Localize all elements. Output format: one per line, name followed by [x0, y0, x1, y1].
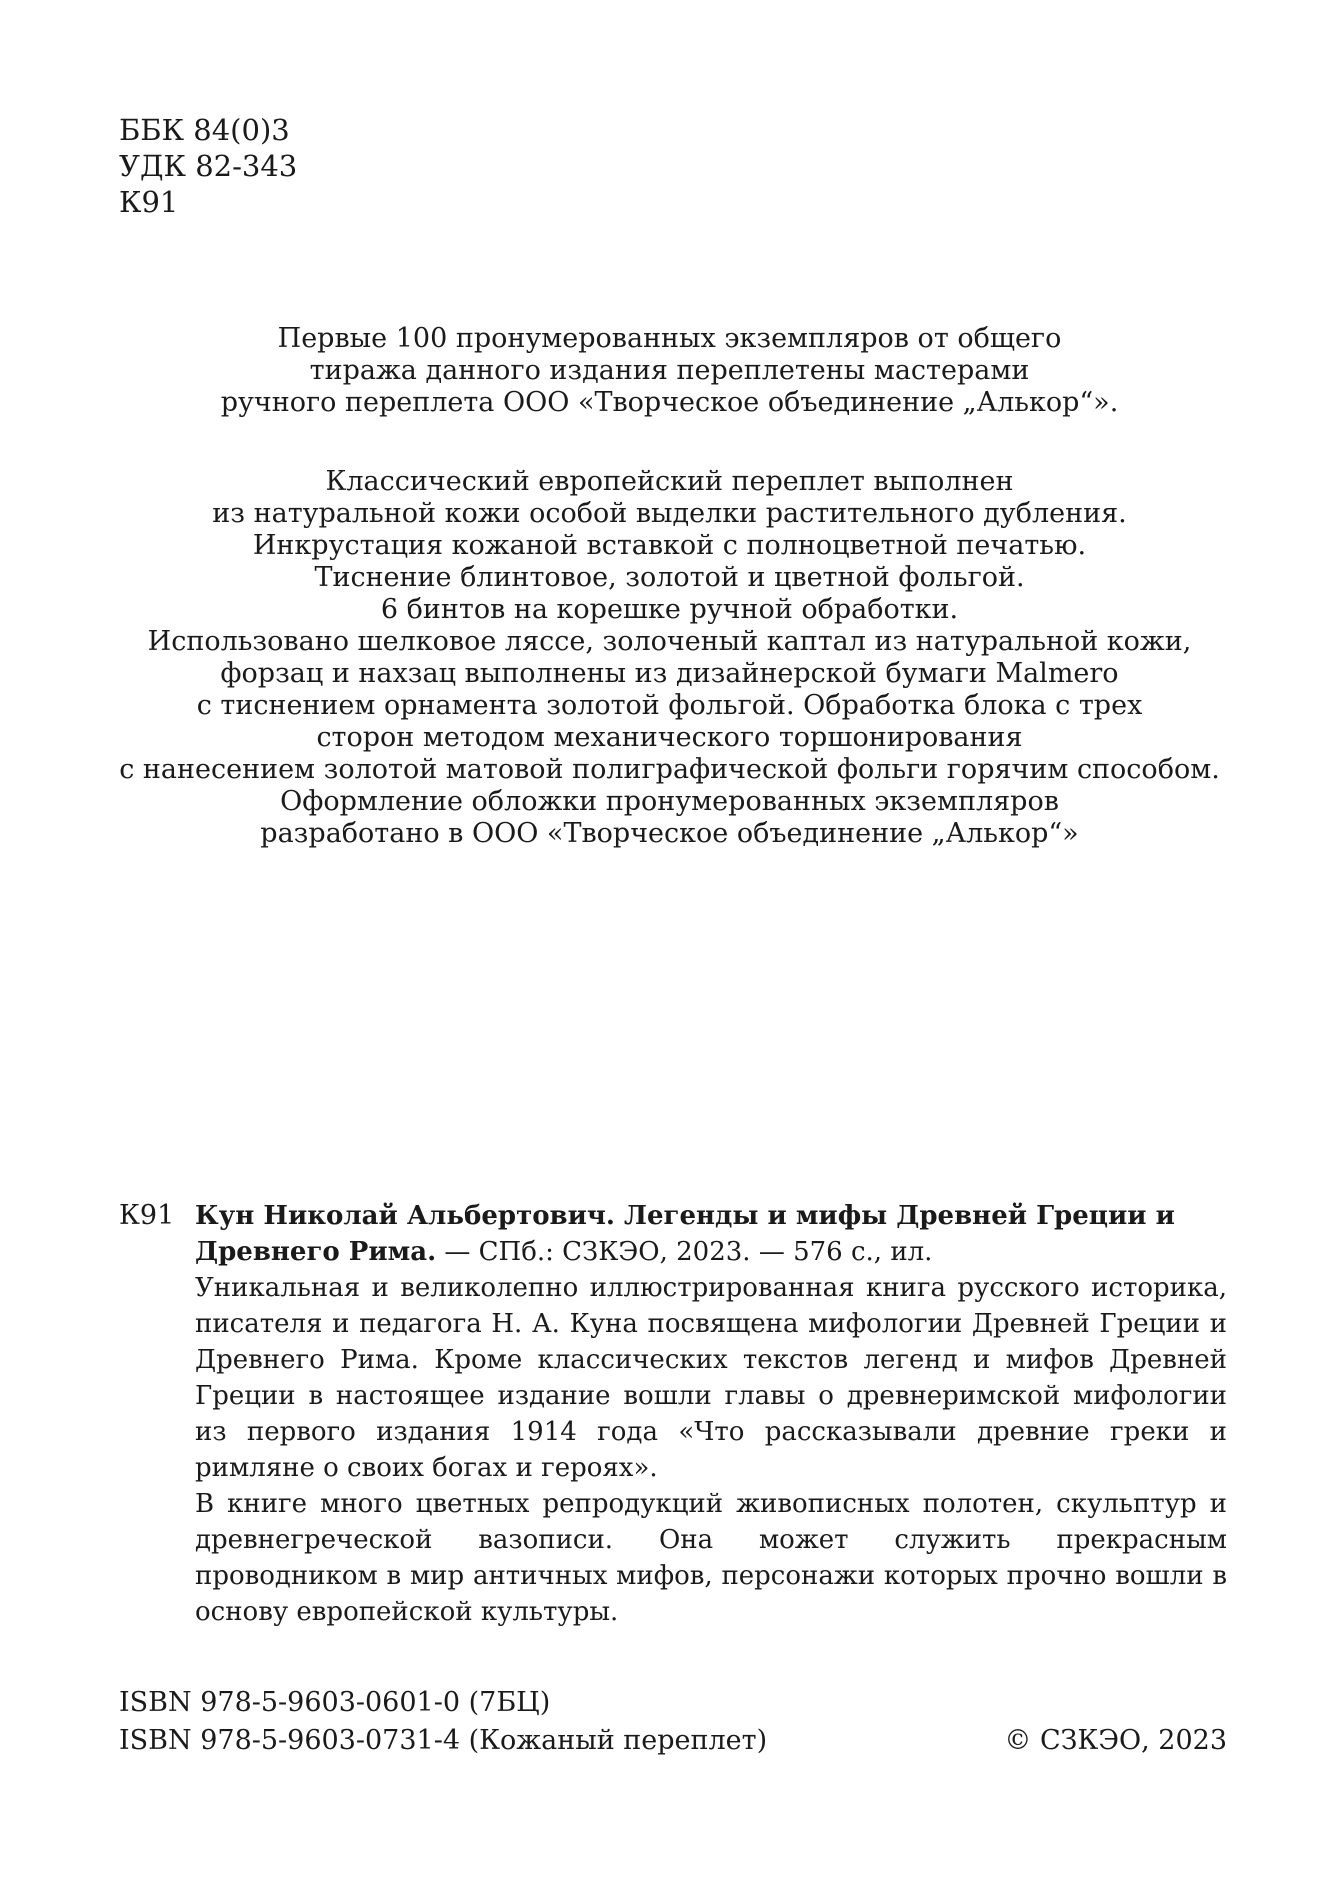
biblio-body: [195, 1198, 1227, 1630]
binding-line: Использовано шелковое ляссе, золоченый каптал из натуральной кожи,: [147, 626, 1192, 657]
binding-line: с тиснением орнамента золотой фольгой. Обработка блока с трех: [196, 690, 1143, 721]
author-mark: К91: [119, 185, 179, 219]
binding-line: 6 бинтов на корешке ручной обработки.: [380, 594, 959, 625]
notice-line: тиража данного издания переплетены мастерами: [309, 355, 1030, 386]
binding-line: форзац и нахзац выполнены из дизайнерской бумаги Malmero: [220, 658, 1119, 689]
binding-line: из натуральной кожи особой выделки растительного дубления.: [212, 498, 1127, 529]
isbn-leather: ISBN 978-5-9603-0731-4 (Кожаный переплет): [119, 1725, 768, 1756]
binding-line: с нанесением золотой матовой полиграфической фольги горячим способом.: [119, 754, 1220, 785]
imprint: — СПб.: СЗКЭО, 2023. — 576 с., ил.: [436, 1237, 933, 1267]
annotation-paragraph-1: Уникальная и великолепно иллюстрированная книга русского историка, писателя и педагога Н. А. Куна посвящена мифологии Древней Греции и Древнего Рима. Кроме классических текстов легенд и мифов Древней Греции в настоящее издание вошли главы о древнеримской мифологии из первого издания 1914 года «Что рассказывали древние греки и римляне о своих богах и героях».: [195, 1273, 1227, 1483]
annotation-paragraph-2: В книге много цветных репродукций живописных полотен, скульптур и древнегреческой вазописи. Она может служить прекрасным проводником в мир античных мифов, персонажи которых прочно вошли в основу европейской культуры.: [195, 1489, 1227, 1627]
author-title: Кун Николай Альбертович. Легенды и мифы Древней Греции и Древнего Рима.: [195, 1201, 1175, 1267]
isbn-block: [119, 1684, 767, 1760]
notice-line: Первые 100 пронумерованных экземпляров от общего: [277, 323, 1062, 354]
binding-line: Тиснение блинтовое, золотой и цветной фольгой.: [314, 562, 1025, 593]
copyright-notice: © СЗКЭО, 2023: [1004, 1725, 1227, 1756]
bbk-code: ББК 84(0)3: [119, 113, 290, 147]
classification-codes: [119, 112, 297, 220]
isbn-7bc: ISBN 978-5-9603-0601-0 (7БЦ): [119, 1687, 551, 1718]
binding-line: Оформление обложки пронумерованных экземпляров: [280, 786, 1059, 817]
udk-code: УДК 82-343: [119, 149, 298, 183]
numbered-copies-notice: [100, 323, 1239, 419]
binding-description: [100, 466, 1239, 850]
biblio-author-mark: К91: [119, 1200, 175, 1231]
biblio-heading: [195, 1198, 1227, 1270]
notice-line: ручного переплета ООО «Творческое объединение „Алькор“».: [220, 387, 1119, 418]
binding-line: разработано в ООО «Творческое объединение „Алькор“»: [260, 818, 1079, 849]
binding-line: Инкрустация кожаной вставкой с полноцветной печатью.: [252, 530, 1087, 561]
binding-line: сторон методом механического торшонирования: [316, 722, 1023, 753]
binding-line: Классический европейский переплет выполнен: [325, 466, 1014, 497]
